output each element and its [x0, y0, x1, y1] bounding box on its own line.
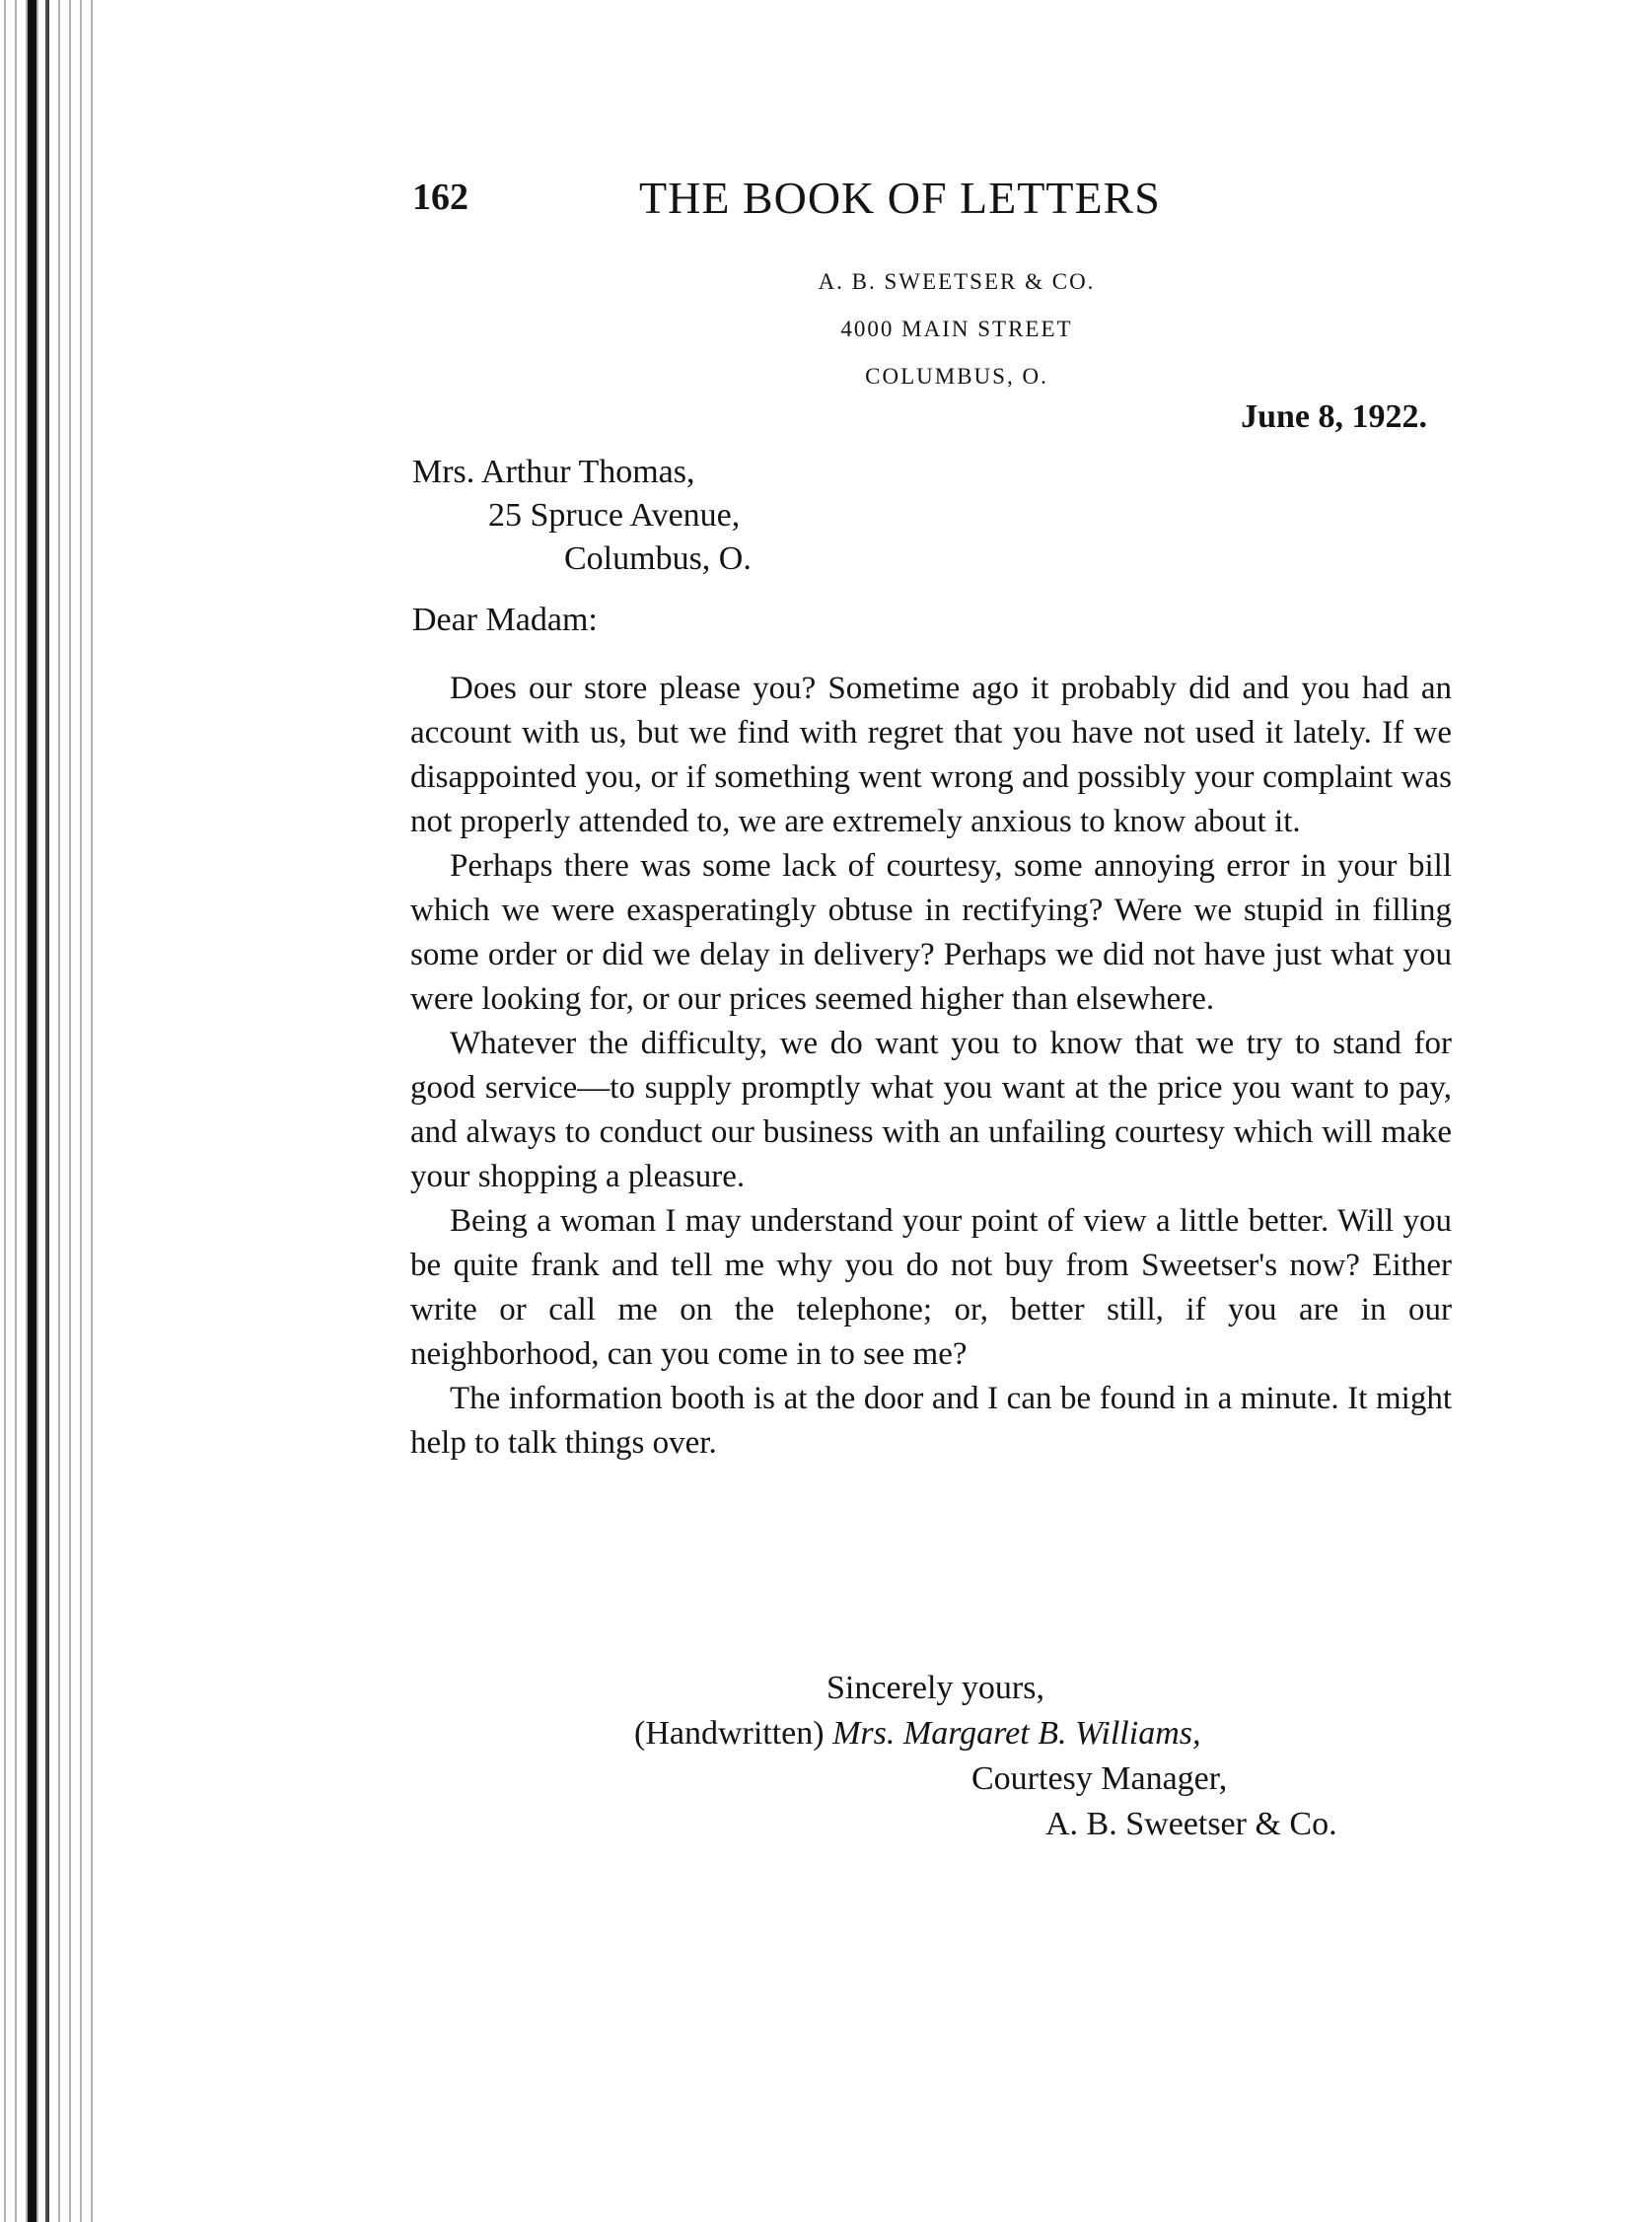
recipient-city: Columbus, O. — [564, 540, 752, 577]
body-paragraph: Whatever the difficulty, we do want you to know that we try to stand for good service—to supply promptly what you want at the price you want to pay, and always to conduct our business with an unfailing courtesy which will make your shopping a pleasure. — [410, 1026, 1452, 1194]
letterhead-company: A. B. SWEETSER & CO. — [818, 269, 1096, 294]
handwritten-note: (Handwritten) — [634, 1715, 825, 1752]
page-header — [412, 166, 1251, 235]
letterhead-city: COLUMBUS, O. — [865, 364, 1048, 389]
complimentary-close: Sincerely yours, — [826, 1670, 1044, 1706]
binding-shadow-secondary — [45, 0, 49, 2222]
body-paragraph: Does our store please you? Sometime ago it probably did and you had an account with us, but we find with regret that you have not used it lately. If we disappointed you, or if something went wrong and possibly your complaint was not properly attended to, we are extremely anxious to know about it. — [410, 671, 1452, 839]
signer-company: A. B. Sweetser & Co. — [1045, 1806, 1337, 1842]
body-paragraph: Being a woman I may understand your point of view a little better. Will you be quite frank and tell me why you do not buy from Sweetser's now? Either write or call me on the telephone; or, better still, if you are in our neighborhood, can you come in to see me? — [410, 1203, 1452, 1372]
letter-body — [410, 667, 1452, 1466]
salutation: Dear Madam: — [412, 602, 598, 638]
recipient-name: Mrs. Arthur Thomas, — [412, 454, 695, 490]
body-paragraph: Perhaps there was some lack of courtesy, some annoying error in your bill which we were exasperatingly obtuse in rectifying? Were we stupid in filling some order or did we delay in delivery? Perhaps we did not have just what you were looking for, or our prices seemed higher than elsewhere. — [410, 848, 1452, 1017]
letterhead — [759, 258, 1154, 400]
recipient-street: 25 Spruce Avenue, — [488, 497, 741, 534]
signer-title: Courtesy Manager, — [971, 1760, 1228, 1797]
signature-line — [634, 1712, 1200, 1756]
binding-shadow — [28, 0, 36, 2222]
letter-date: June 8, 1922. — [1241, 398, 1427, 435]
body-paragraph: The information booth is at the door and I can be found in a minute. It might help to talk things over. — [410, 1381, 1452, 1461]
signature: Mrs. Margaret B. Williams, — [832, 1715, 1201, 1752]
page-number: 162 — [412, 177, 468, 218]
letterhead-street: 4000 MAIN STREET — [840, 317, 1073, 341]
running-title: THE BOOK OF LETTERS — [639, 173, 1161, 223]
